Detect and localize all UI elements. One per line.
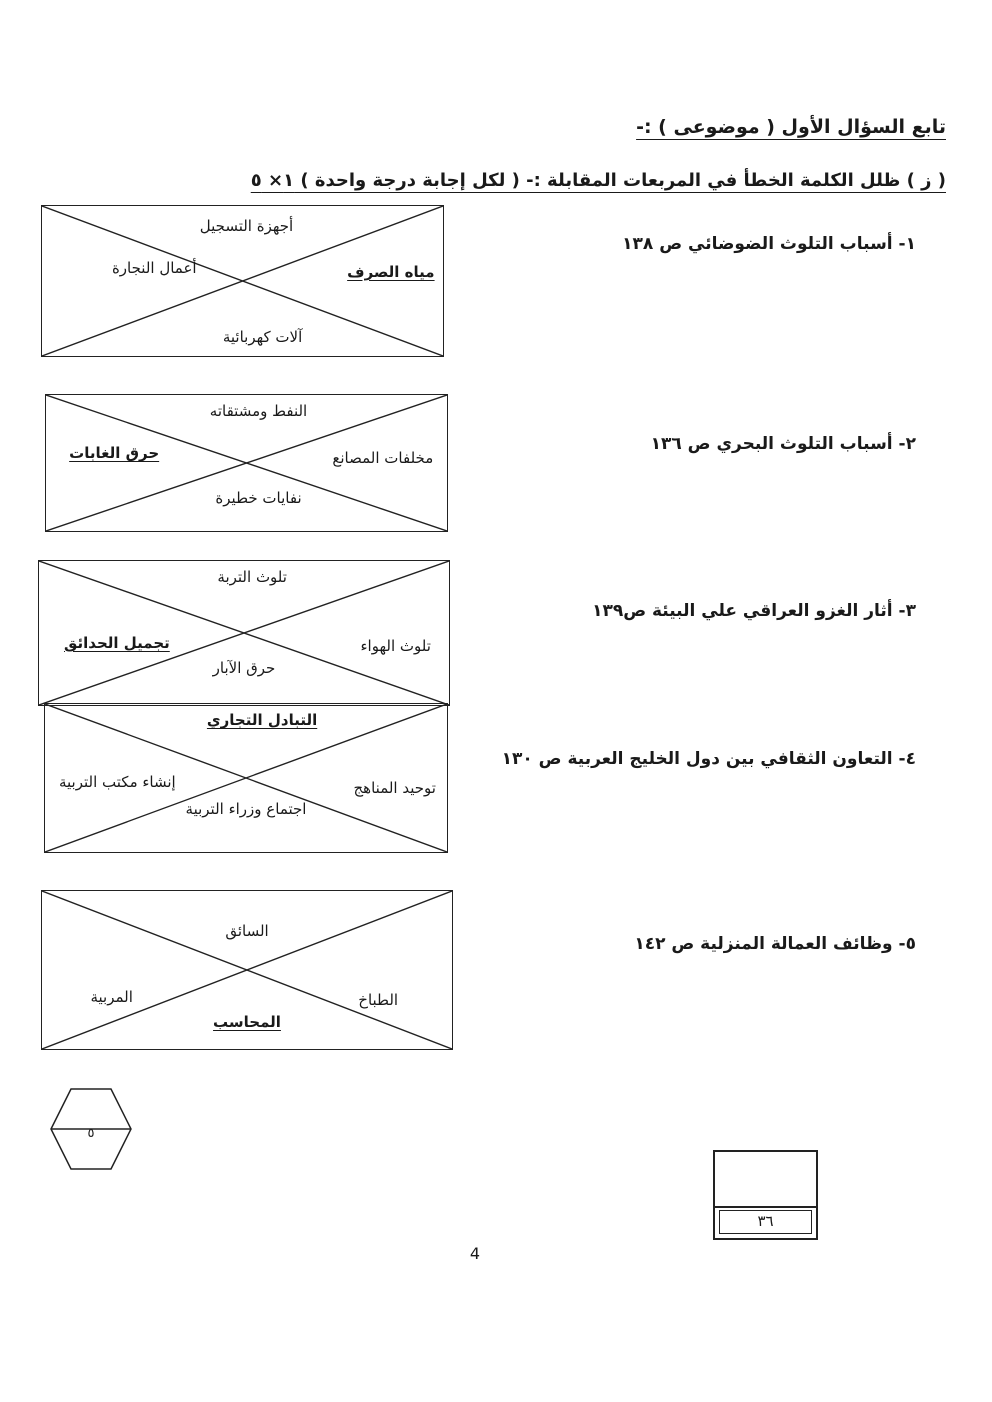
question-4-answer-box — [44, 703, 448, 853]
hexagon-score-value: ٥ — [87, 1126, 95, 1141]
question-3-text: ٣- أثار الغزو العراقي علي البيئة ص١٣٩ — [592, 601, 916, 621]
option-right[interactable]: الطباخ — [358, 991, 399, 1010]
option-right[interactable]: توحيد المناهج — [353, 779, 436, 798]
question-3-answer-box — [38, 560, 450, 706]
grade-box-total-cell — [719, 1210, 812, 1234]
option-left[interactable]: المربية — [90, 987, 133, 1006]
option-left-wrong[interactable]: حرق الغابات — [69, 444, 160, 463]
option-right[interactable]: مخلفات المصانع — [332, 448, 434, 467]
question-5-text: ٥- وظائف العمالة المنزلية ص ١٤٢ — [634, 934, 916, 954]
option-bottom-wrong[interactable]: المحاسب — [213, 1013, 281, 1032]
option-bottom[interactable]: اجتماع وزراء التربية — [185, 800, 307, 819]
question-4-text: ٤- التعاون الثقافي بين دول الخليج العربية ص ١٣٠ — [501, 749, 916, 769]
option-top[interactable]: تلوث التربة — [217, 567, 287, 586]
option-right[interactable]: تلوث الهواء — [360, 636, 431, 655]
option-left[interactable]: إنشاء مكتب التربية — [58, 773, 176, 792]
option-left-wrong[interactable]: تجميل الحدائق — [64, 634, 170, 653]
option-top[interactable]: النفط ومشتقاته — [209, 402, 308, 421]
option-right-wrong[interactable]: مياه الصرف — [347, 263, 435, 281]
instruction-text: ( ز ) ظلل الكلمة الخطأ في المربعات المقابلة :- ( لكل إجابة درجة واحدة ) ١× ٥ — [250, 170, 946, 191]
question-2-text: ٢- أسباب التلوث البحري ص ١٣٦ — [650, 434, 916, 454]
option-top-wrong[interactable]: التبادل التجاري — [206, 711, 318, 730]
page-number: 4 — [469, 1244, 481, 1263]
question-2-answer-box — [45, 394, 448, 532]
section-title: تابع السؤال الأول ( موضوعى ) :- — [636, 116, 946, 138]
question-1-answer-box — [41, 205, 444, 357]
grade-box — [713, 1150, 818, 1240]
grade-box-empty-cell[interactable] — [715, 1152, 816, 1208]
question-5-answer-box — [41, 890, 453, 1050]
option-left[interactable]: أعمال النجارة — [111, 258, 197, 277]
grade-total-value: ٣٦ — [757, 1212, 774, 1230]
option-top[interactable]: السائق — [225, 921, 269, 940]
option-bottom[interactable]: حرق الآبار — [212, 658, 276, 677]
option-bottom[interactable]: آلات كهربائية — [222, 327, 303, 346]
option-bottom[interactable]: نفايات خطيرة — [215, 489, 302, 508]
option-top[interactable]: أجهزة التسجيل — [199, 216, 294, 235]
question-1-text: ١- أسباب التلوث الضوضائي ص ١٣٨ — [622, 234, 916, 254]
